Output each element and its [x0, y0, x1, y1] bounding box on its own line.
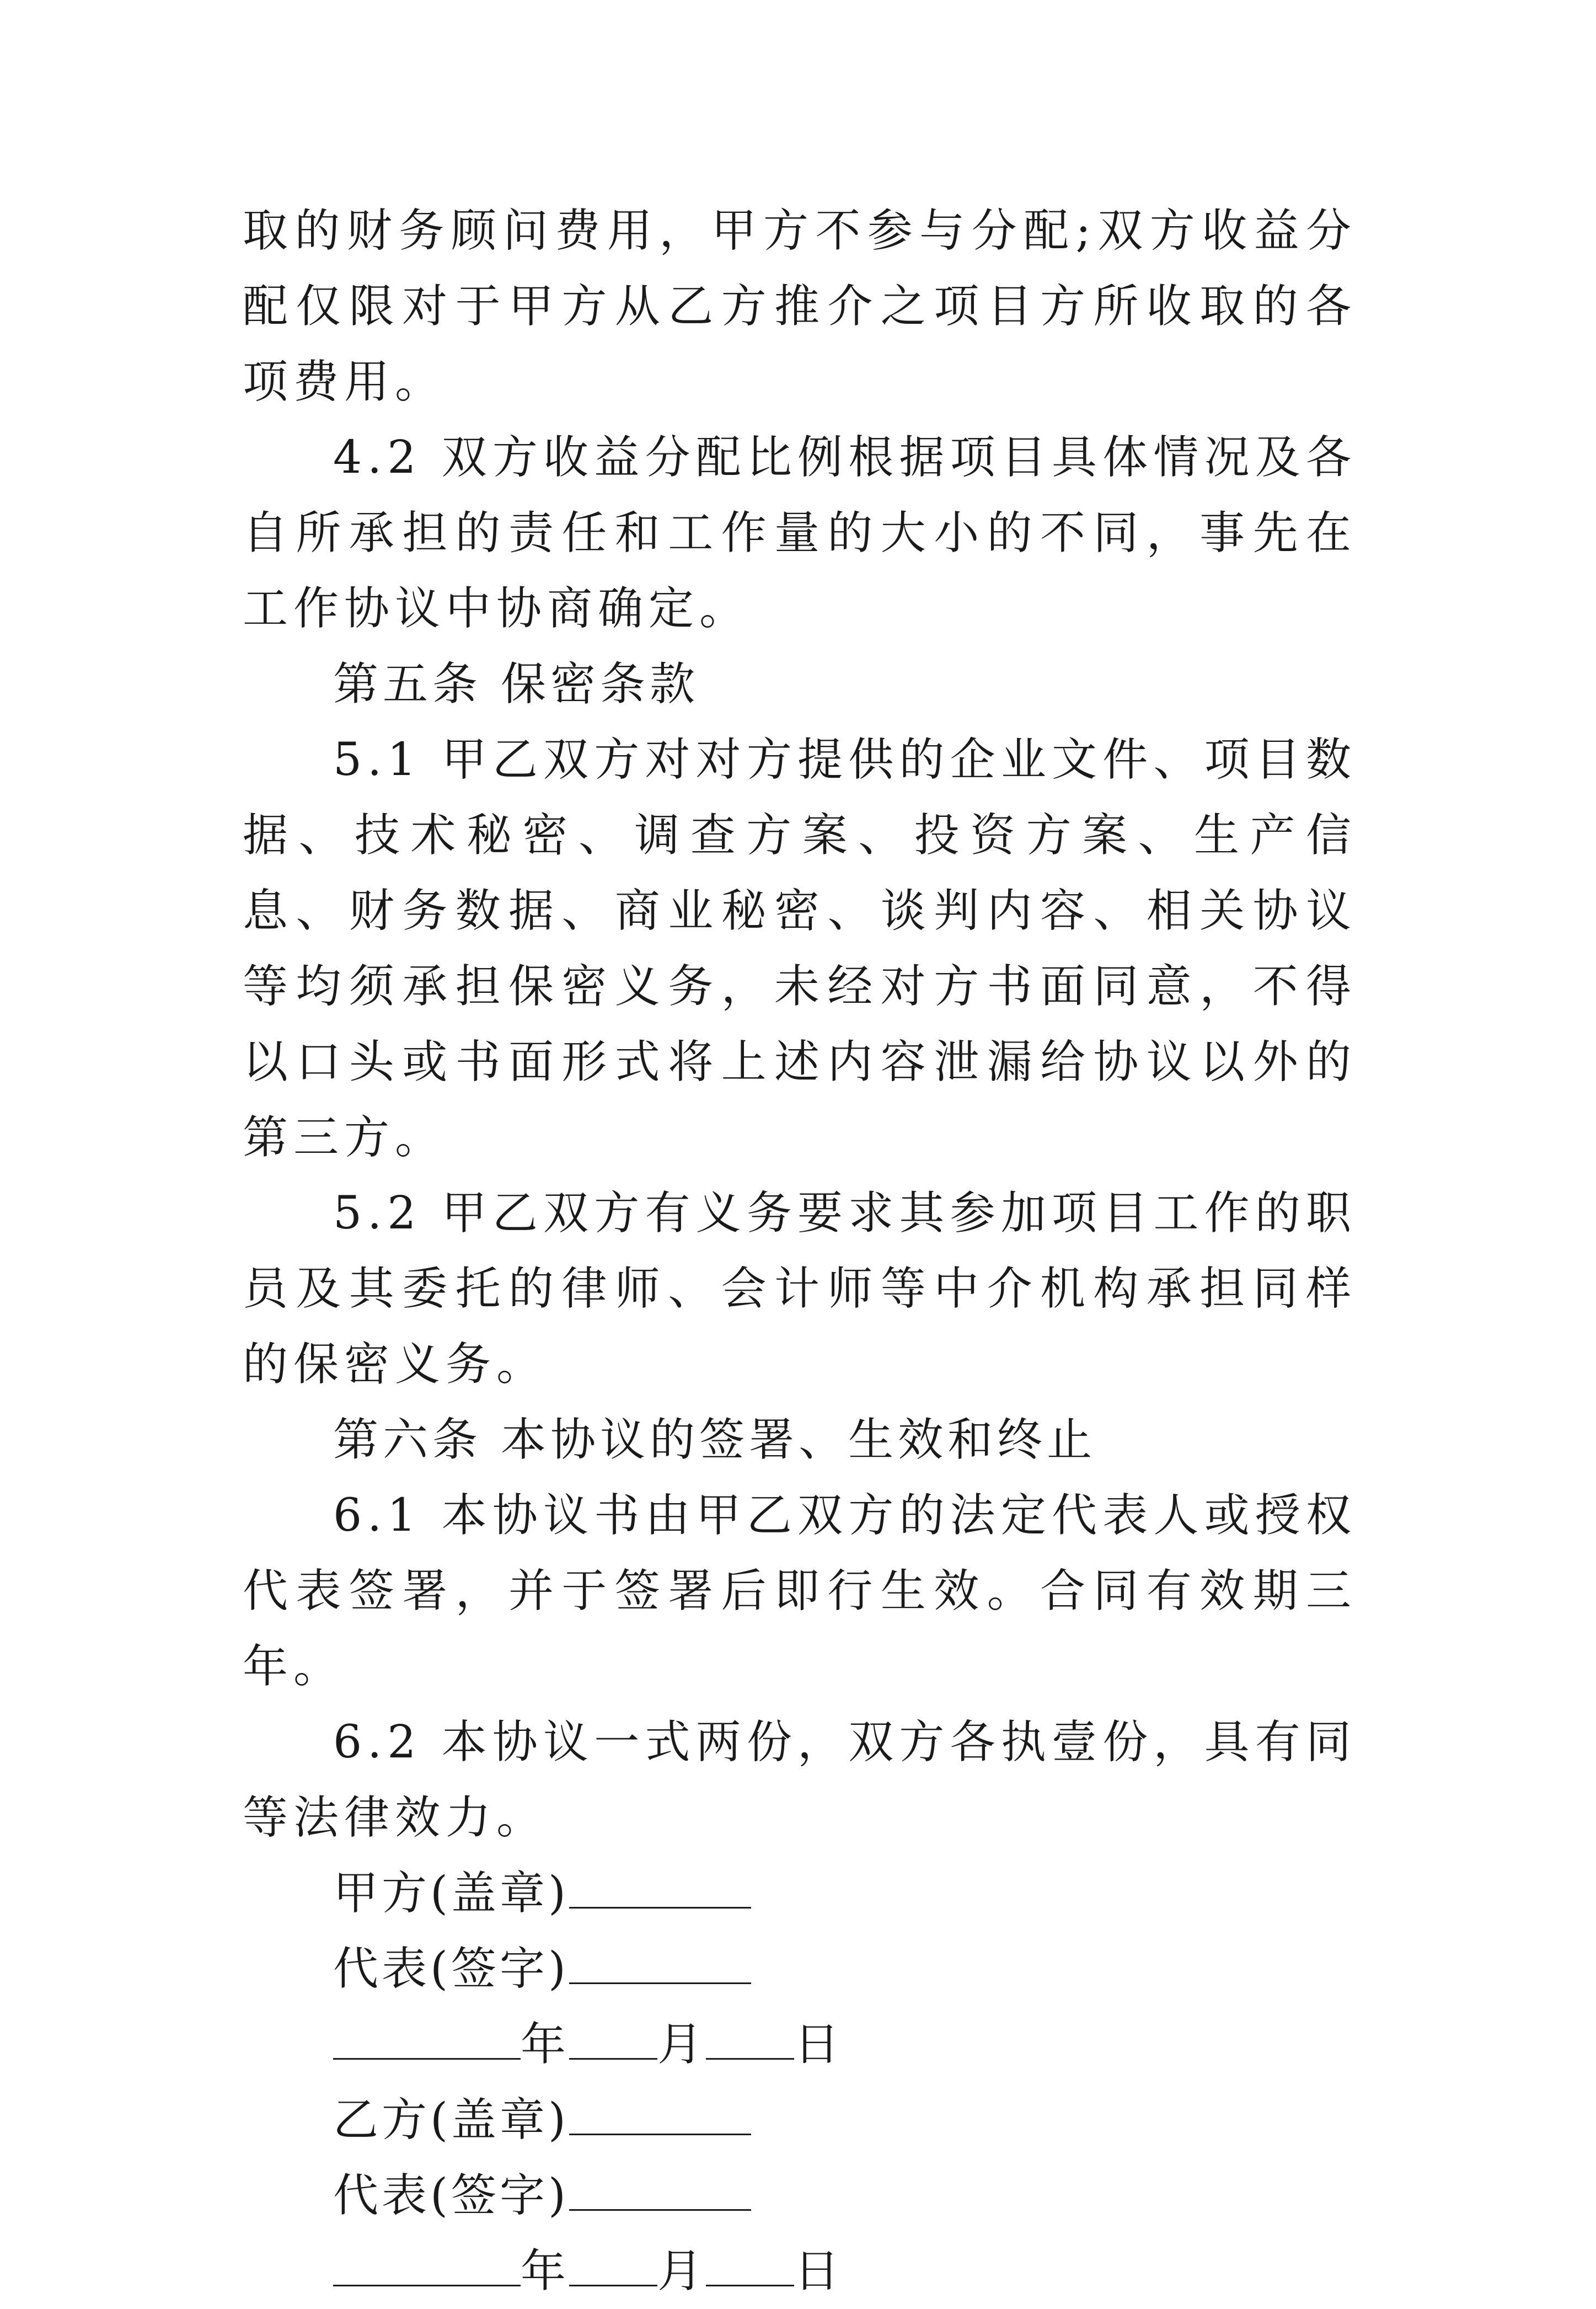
year-label: 年 — [521, 2245, 570, 2297]
party-b-month-blank[interactable] — [569, 2246, 657, 2286]
party-a-rep-line — [243, 1931, 1357, 2007]
party-a-seal-blank[interactable] — [569, 1868, 751, 1909]
document-body — [243, 193, 1357, 2309]
party-b-year-blank[interactable] — [333, 2246, 521, 2286]
party-b-seal-label: 乙方(盖章) — [333, 2094, 569, 2146]
month-label: 月 — [657, 2245, 706, 2297]
party-a-rep-label: 代表(签字) — [333, 1943, 569, 1995]
party-b-seal-blank[interactable] — [569, 2095, 751, 2135]
day-label: 日 — [794, 2245, 843, 2297]
year-label: 年 — [521, 2018, 570, 2071]
party-b-seal-line — [243, 2082, 1357, 2158]
party-a-seal-label: 甲方(盖章) — [333, 1867, 569, 1920]
party-b-rep-blank[interactable] — [569, 2171, 751, 2211]
heading-article-5: 第五条 保密条款 — [333, 658, 700, 710]
party-a-seal-line — [243, 1856, 1357, 1931]
party-b-rep-line — [243, 2158, 1357, 2233]
party-a-rep-blank[interactable] — [569, 1944, 751, 1984]
paragraph-5-2: 5.2 甲乙双方有义务要求其参加项目工作的职员及其委托的律师、会计师等中介机构承担同样的保密义务。 — [243, 1187, 1357, 1391]
party-a-day-blank[interactable] — [706, 2019, 794, 2060]
party-b-date-line — [243, 2233, 1357, 2309]
paragraph-4-2: 4.2 双方收益分配比例根据项目具体情况及各自所承担的责任和工作量的大小的不同，事先在工作协议中协商确定。 — [243, 431, 1357, 635]
party-b-rep-label: 代表(签字) — [333, 2169, 569, 2222]
signature-block — [243, 1856, 1357, 2309]
month-label: 月 — [657, 2018, 706, 2071]
party-a-month-blank[interactable] — [569, 2019, 657, 2060]
party-b-day-blank[interactable] — [706, 2246, 794, 2286]
heading-article-6: 第六条 本协议的签署、生效和终止 — [333, 1414, 1097, 1466]
paragraph-6-1: 6.1 本协议书由甲乙双方的法定代表人或授权代表签署，并于签署后即行生效。合同有效期三年。 — [243, 1489, 1357, 1693]
paragraph-6-2: 6.2 本协议一式两份，双方各执壹份，具有同等法律效力。 — [243, 1716, 1357, 1844]
party-a-year-blank[interactable] — [333, 2019, 521, 2060]
day-label: 日 — [794, 2018, 843, 2071]
party-a-date-line — [243, 2007, 1357, 2082]
paragraph-5-1: 5.1 甲乙双方对对方提供的企业文件、项目数据、技术秘密、调查方案、投资方案、生产信息、财务数据、商业秘密、谈判内容、相关协议等均须承担保密义务，未经对方书面同意，不得以口头或书面形式将上述内容泄漏给协议以外的第三方。 — [243, 734, 1357, 1164]
paragraph-revenue-scope: 取的财务顾问费用，甲方不参与分配;双方收益分配仅限对于甲方从乙方推介之项目方所收取的各项费用。 — [243, 205, 1357, 408]
